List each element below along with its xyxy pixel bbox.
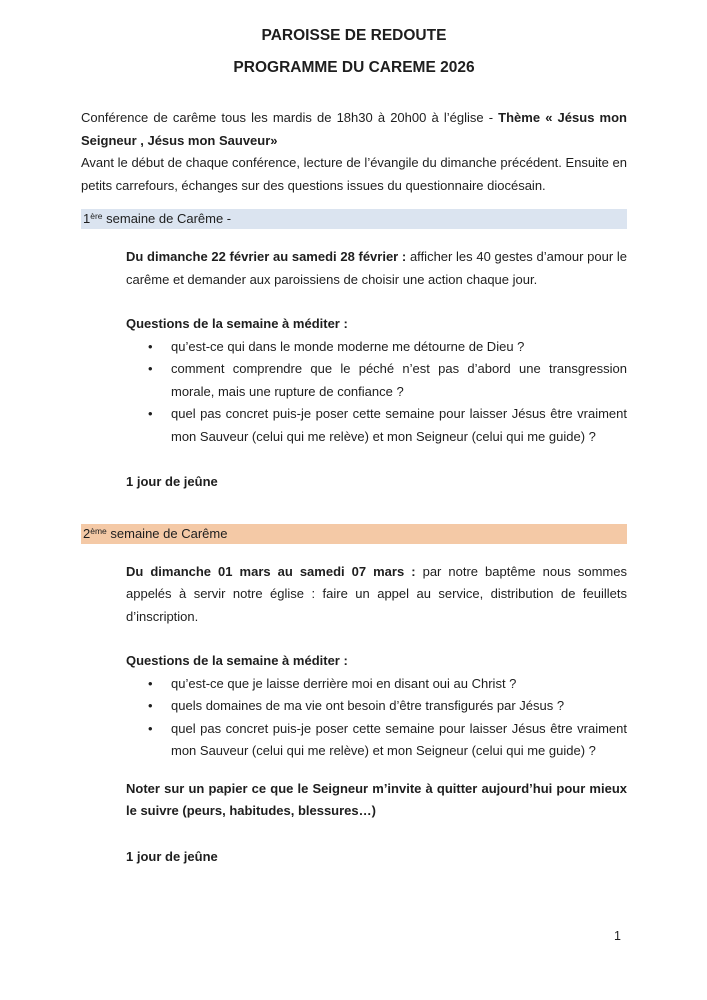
section-1-week-paragraph	[126, 246, 627, 291]
section-1-week-dates: Du dimanche 22 février au samedi 28 février :	[126, 249, 407, 264]
intro-lead-text: Conférence de carême tous les mardis de 18h30 à 20h00 à l’église -	[81, 110, 499, 125]
question-text: quel pas concret puis-je poser cette semaine pour laisser Jésus être vraiment mon Sauveur (celui qui me relève) et mon Seigneur (celui qui me guide) ?	[171, 406, 627, 444]
section-1-question-list	[126, 336, 627, 449]
list-item	[126, 403, 627, 448]
bullet-icon: •	[148, 406, 153, 421]
bullet-icon: •	[148, 698, 153, 713]
bullet-icon: •	[148, 338, 153, 354]
section-2-fast-note: 1 jour de jeûne	[126, 848, 218, 864]
question-text: qu’est-ce qui dans le monde moderne me détourne de Dieu ?	[171, 338, 525, 354]
intro-paragraph	[81, 107, 627, 152]
list-item	[126, 336, 627, 359]
page-title: PAROISSE DE REDOUTE	[261, 27, 447, 44]
section-2-week-text: par notre baptême nous sommes appelés à servir notre église : faire un appel au service, distribution de feuillets d’inscription.	[126, 563, 627, 624]
list-item	[126, 718, 627, 763]
question-text: comment comprendre que le péché n’est pas d’abord une transgression morale, mais une rupture de confiance ?	[171, 361, 627, 399]
list-item	[126, 695, 627, 718]
question-text: qu’est-ce que je laisse derrière moi en disant oui au Christ ?	[171, 675, 517, 691]
section-1-header	[81, 209, 627, 229]
section-2-note: Noter sur un papier ce que le Seigneur m’invite à quitter aujourd’hui pour mieux le suivre (peurs, habitudes, blessures…)	[126, 780, 627, 818]
section-week-2	[81, 524, 627, 869]
section-2-header	[81, 524, 627, 544]
intro-block	[81, 107, 627, 197]
section-1-questions-label: Questions de la semaine à méditer :	[126, 316, 348, 331]
section-1-number: 1	[83, 211, 91, 226]
question-text: quel pas concret puis-je poser cette semaine pour laisser Jésus être vraiment mon Sauveur (celui qui me relève) et mon Seigneur (celui qui me guide) ?	[171, 720, 627, 758]
section-2-question-list	[126, 673, 627, 763]
section-2-week-paragraph	[126, 561, 627, 629]
question-text: quels domaines de ma vie ont besoin d’être transfigurés par Jésus ?	[171, 698, 565, 713]
section-1-week-text: afficher les 40 gestes d’amour pour le carême et demander aux paroissiens de choisir une action chaque jour.	[126, 249, 627, 287]
list-item	[126, 358, 627, 403]
list-item	[126, 673, 627, 696]
section-1-ordinal: ère	[90, 211, 103, 221]
bullet-icon: •	[148, 675, 153, 691]
intro-body-paragraph: Avant le début de chaque conférence, lecture de l’évangile du dimanche précédent. Ensuite en petits carrefours, échanges sur des questions issues du questionnaire diocésain.	[81, 155, 627, 193]
section-2-week-dates: Du dimanche 01 mars au samedi 07 mars :	[126, 563, 416, 579]
bullet-icon: •	[148, 720, 153, 736]
bullet-icon: •	[148, 361, 153, 376]
section-2-ordinal: ème	[90, 525, 107, 536]
section-1-body	[126, 246, 627, 494]
section-1-title: semaine de Carême -	[102, 211, 232, 226]
intro-theme-text: Thème « Jésus mon Seigneur , Jésus mon Sauveur»	[81, 110, 627, 148]
section-2-title: semaine de Carême	[106, 525, 228, 541]
section-2-questions-label: Questions de la semaine à méditer :	[126, 653, 348, 668]
section-1-fast-note: 1 jour de jeûne	[126, 474, 218, 489]
section-week-1	[81, 209, 627, 494]
section-2-number: 2	[83, 525, 91, 541]
page-subtitle: PROGRAMME DU CAREME 2026	[233, 59, 475, 76]
section-2-body	[126, 561, 627, 869]
page-number: 1	[614, 929, 621, 943]
